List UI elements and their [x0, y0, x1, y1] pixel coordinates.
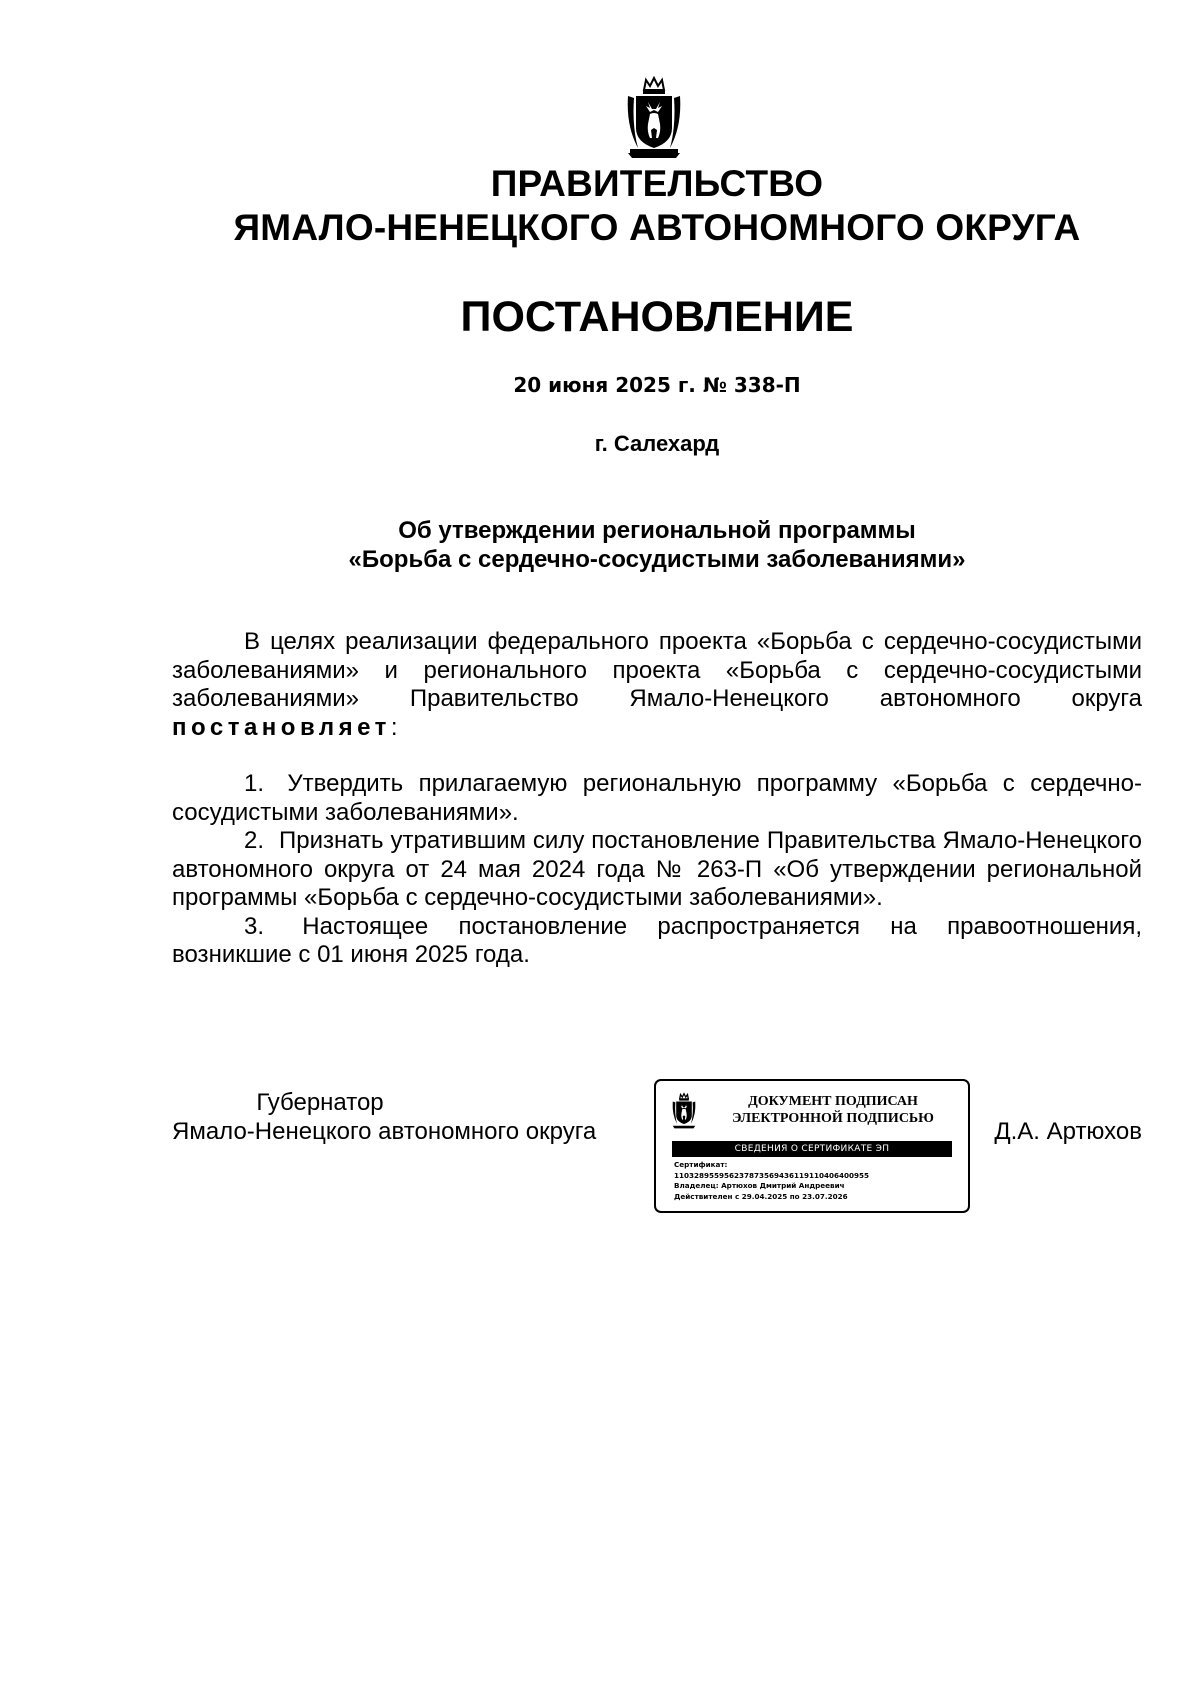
decree-item [172, 827, 1142, 913]
certificate-validity: Действителен с 29.04.2025 по 23.07.2026 [674, 1191, 848, 1201]
intro-end: : [390, 713, 398, 741]
item-text: Утвердить прилагаемую региональную программу «Борьба с сердечно-сосудистыми заболеваниями». [172, 770, 1142, 826]
government-title-line1: ПРАВИТЕЛЬСТВО [490, 163, 824, 204]
stamp-coat-of-arms-icon [671, 1091, 697, 1131]
certificate-owner: Владелец: Артюхов Дмитрий Андреевич [674, 1181, 845, 1191]
document-type: ПОСТАНОВЛЕНИЕ [460, 293, 854, 341]
signatory-position-line2: Ямало-Ненецкого автономного округа [172, 1118, 597, 1145]
signatory-position [172, 1088, 642, 1146]
document-subject [0, 516, 1200, 574]
decree-word: постановляет [172, 713, 391, 741]
subject-line2: «Борьба с сердечно-сосудистыми заболеваниями» [348, 546, 966, 573]
certificate-label: Сертификат: [674, 1160, 728, 1169]
intro-text: В целях реализации федерального проекта «Борьба с сердечно-сосудистыми заболеваниями» и регионального проекта «Борьба с сердечно-сосудистыми заболеваниями» Правительство Ямало-Ненецкого автономного округа [172, 628, 1142, 712]
electronic-signature-stamp [654, 1079, 970, 1213]
subject-line1: Об утверждении региональной программы [398, 517, 916, 544]
decree-item [172, 770, 1142, 827]
intro-paragraph [172, 628, 1142, 742]
document-date-number: 20 июня 2025 г. № 338-П [513, 373, 801, 397]
signatory-name: Д.А. Артюхов [994, 1118, 1142, 1145]
stamp-title-line2: ЭЛЕКТРОННОЙ ПОДПИСЬЮ [732, 1111, 934, 1126]
item-text: Признать утратившим силу постановление Правительства Ямало-Ненецкого автономного округа от 24 мая 2024 года № 263-П «Об утверждении региональной программы «Борьба с сердечно-сосудистыми заболеваниями». [172, 827, 1142, 911]
decree-items [172, 770, 1142, 970]
document-city: г. Салехард [594, 431, 720, 456]
stamp-title-line1: ДОКУМЕНТ ПОДПИСАН [748, 1094, 918, 1109]
stamp-certificate-header: СВЕДЕНИЯ О СЕРТИФИКАТЕ ЭП [672, 1141, 952, 1157]
stamp-certificate-info [674, 1160, 964, 1202]
item-text: Настоящее постановление распространяется на правоотношения, возникшие с 01 июня 2025 года. [172, 912, 1143, 968]
item-number: 3. [244, 912, 265, 940]
decree-item [172, 913, 1142, 970]
stamp-title [718, 1093, 948, 1127]
certificate-number: 110328955956237873569436119110406400955 [674, 1170, 870, 1180]
coat-of-arms-icon [624, 76, 684, 160]
item-number: 1. [244, 770, 265, 797]
government-title-line2: ЯМАЛО-НЕНЕЦКОГО АВТОНОМНОГО ОКРУГА [233, 207, 1081, 248]
item-number: 2. [244, 827, 265, 854]
signatory-position-line1: Губернатор [256, 1089, 384, 1116]
